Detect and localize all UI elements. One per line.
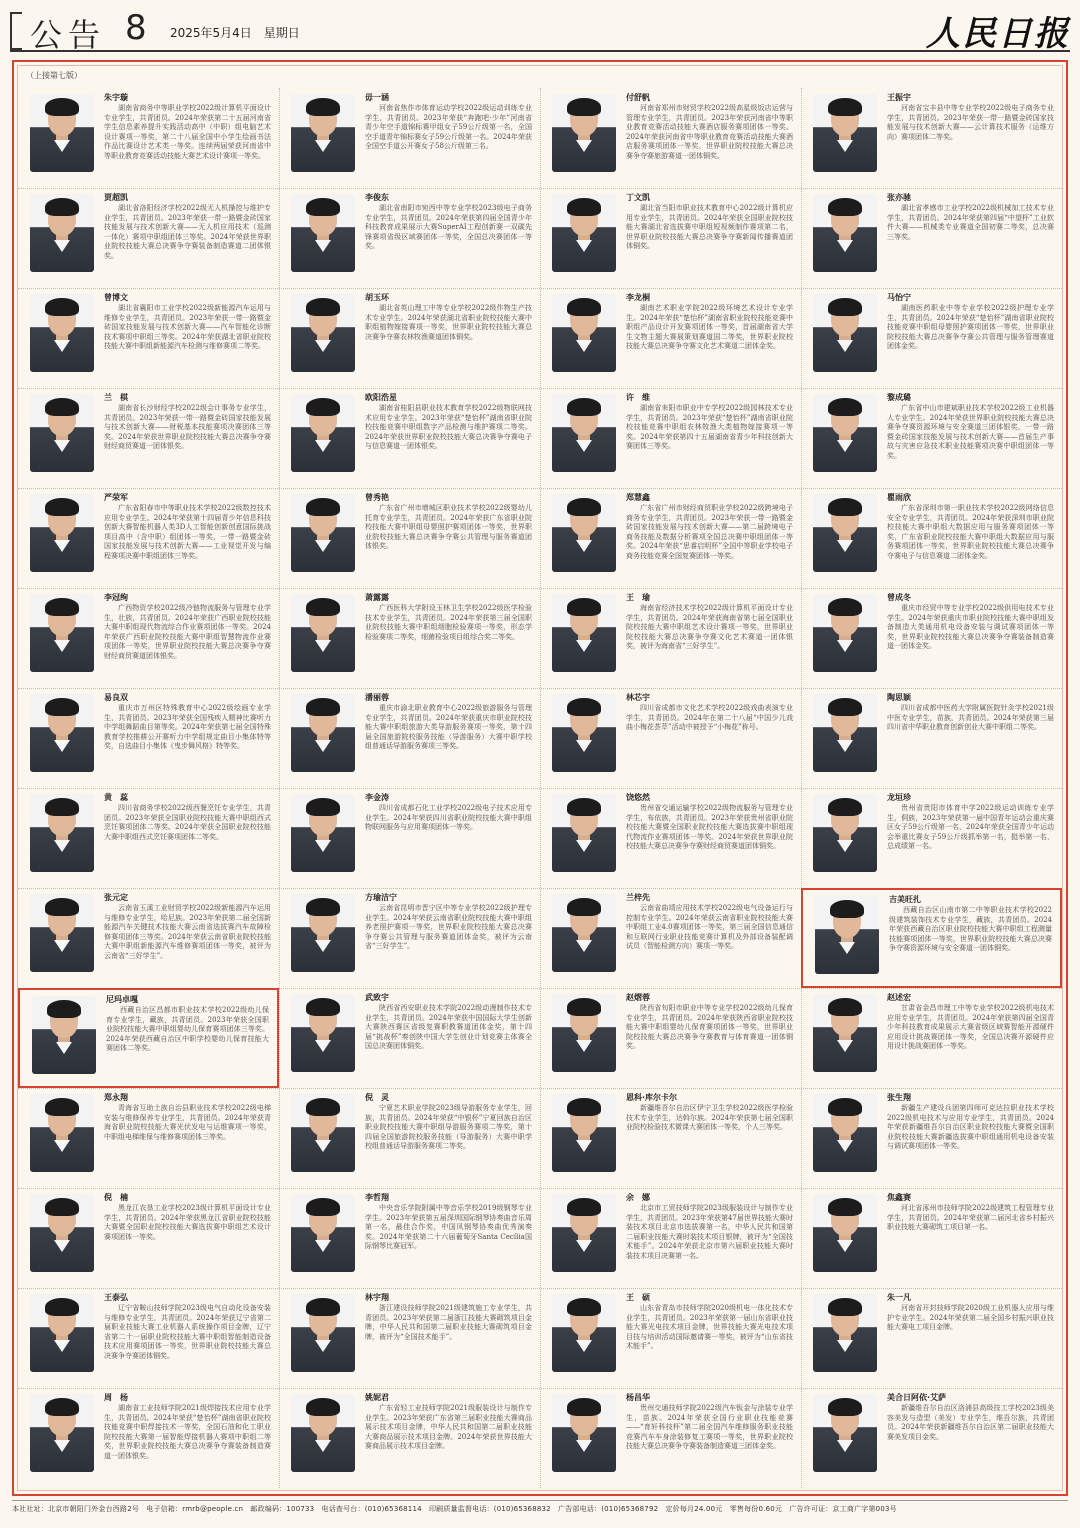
profile-card	[18, 1388, 279, 1488]
profile-card	[279, 1288, 540, 1388]
profile-bio: 河南省郑州市财贸学校2022级高星级饭店运营与管理专业学生，共青团员。2023年荣获河南省中等职业教育竞赛活动技能大赛酒店服务赛项团体一等奖。2024年荣获河南省中等职业教育竞赛活动技能大赛酒店服务赛项团体一等奖，世界职业院校技能大赛总决赛争夺赛旅游赛道一团体铜奖。	[626, 104, 793, 160]
profile-name: 曾秀艳	[365, 493, 389, 502]
profile-name: 潘丽蓉	[365, 693, 389, 702]
page-number: 8	[125, 8, 147, 48]
profile-bio: 海南省经济技术学校2022级计算机平面设计专业学生，共青团员。2024年荣获海南省第七届全国职业院校技能大赛中职组艺术设计赛项一等奖，世界职业院校技能大赛总决赛争夺赛文化艺术赛道一团体银奖，被评为海南省“三好学生”。	[626, 604, 793, 650]
profile-name: 王振宇	[887, 93, 911, 102]
portrait-photo	[813, 494, 877, 572]
portrait-photo	[552, 294, 616, 372]
portrait-photo	[291, 1394, 355, 1472]
profile-bio: 贵州省交通运输学校2022级物流服务与管理专业学生，布依族，共青团员。2023年荣获贵州省职业院校技能大赛暨全国职业院校技能大赛选拔赛中职组现代物流作业赛项团体一等奖。2024年荣获世界职业院校技能大赛总决赛争夺赛财经商贸赛道团体铜奖。	[626, 804, 793, 850]
profile-card	[801, 988, 1062, 1088]
profile-card	[540, 188, 801, 288]
profile-card	[18, 388, 279, 488]
profile-name: 毋一涵	[365, 93, 389, 102]
profile-grid	[18, 88, 1062, 1488]
portrait-photo	[813, 994, 877, 1072]
profile-card	[540, 688, 801, 788]
footer-imprint: 本社社址：北京市朝阳门外金台西路2号 电子信箱：rmrb@people.cn 邮政编码：100733 电话查号台：(010)65368114 印刷质量监督电话：(010)65368832 广告部电话：(010)65368792 定价每月24.00元 零售每份0.60元 广告许可证：京工商广字第003号	[12, 1505, 897, 1513]
profile-bio: 陕西省西安职业技术学院2022级动漫制作技术专业学生，共青团员。2024年荣获中国国际大学生创新大赛陕西赛区省级复赛职教赛道团体金奖，第十四届“挑战杯”奏创陕中国大学生创业计划竞赛主体赛全国总决赛团体铜奖。	[365, 1004, 532, 1050]
profile-bio: 云南省玉溪工业财贸学校2022级新能源汽车运用与维修专业学生，哈尼族。2023年荣获第二届全国新能源汽车关键技术技能大赛云南省选拔赛汽车故障检修赛项团体三等奖。2024年荣获云南省职业院校技能大赛中职组新能源汽车维修赛项团体一等奖，被评为云南省“三好学生”。	[104, 904, 271, 960]
profile-bio: 湖南省长沙财经学校2022级会计事务专业学生，共青团员。2023年荣获一带一路暨金砖国家技能发展与技术创新大赛——财税基本技能赛项决赛团体三等奖。2024年荣获世界职业院校技能大赛总决赛争夺赛财经商贸赛道一团体银奖。	[104, 404, 271, 450]
profile-bio: 广东省中山市建斌职业技术学校2022级工业机器人专业学生。2024年荣获世界职业院校技能大赛总决赛争夺赛资源环境与安全赛道三团体银奖，一带一路暨金砖国家技能发展与技术创新大赛——首届生产事故与灾害应急技术职业技能赛项决赛中职组团体一等奖。	[887, 404, 1054, 460]
profile-bio: 四川省商务学校2022级西餐烹饪专业学生，共青团员。2023年荣获全国职业院校技能大赛中职组西式烹饪赛项团体二等奖。2024年荣获全国职业院校技能大赛中职组西式烹饪赛项团体二等奖。	[104, 804, 271, 841]
profile-card	[279, 988, 540, 1088]
profile-card	[279, 188, 540, 288]
section-title: 公告	[30, 16, 107, 54]
profile-name: 丁文凯	[626, 193, 650, 202]
portrait-photo	[291, 394, 355, 472]
profile-name: 李龙桐	[626, 293, 650, 302]
profile-name: 李哲翔	[365, 1193, 389, 1202]
masthead	[10, 6, 1070, 52]
profile-card	[540, 388, 801, 488]
portrait-photo	[30, 1294, 94, 1372]
masthead-rule	[10, 50, 1070, 52]
profile-card	[540, 1088, 801, 1188]
portrait-photo	[30, 294, 94, 372]
profile-name: 武致宇	[365, 993, 389, 1002]
profile-bio: 青海省互助土族自治县职业技术学校2022级电梯安装与维修保养专业学生，共青团员。2024年荣获青海省职业院校技能大赛光伏发电与运维赛项一等奖，中职组电梯维保与维修赛项团体三等奖。	[104, 1104, 271, 1141]
profile-bio: 湖南省商务中等职业学校2022级计算机平面设计专业学生，共青团员。2024年荣获第二十五届河南省学生信息素养提升实践活动高中（中职）组电脑艺术设计赛项一等奖，第二十八届全国中小学生绘画书法作品比赛设计艺术类一等奖。连续两届荣获河南省中等职业教育竞赛活动技能大赛艺术设计赛项一等奖。	[104, 104, 271, 160]
profile-name: 兰 棋	[104, 393, 128, 402]
portrait-photo	[30, 794, 94, 872]
profile-bio: 甘肃省金昌市理工中等专业学校2022级机电技术应用专业学生，共青团员。2024年荣获第四届全国青少年科技教育成果展示大赛省级区域赛智能开源硬件应用设计挑战赛团体一等奖，全国总决赛开源硬件应用设计挑战赛团体一等奖。	[887, 1004, 1054, 1050]
profile-card	[18, 1088, 279, 1188]
profile-name: 胡玉环	[365, 293, 389, 302]
newspaper-logo: 人民日报	[926, 14, 1070, 54]
portrait-photo	[813, 594, 877, 672]
portrait-photo	[813, 194, 877, 272]
profile-card	[279, 688, 540, 788]
profile-name: 林芯宇	[626, 693, 650, 702]
portrait-photo	[30, 94, 94, 172]
profile-name: 美合日阿依·艾萨	[887, 1393, 947, 1402]
profile-card	[801, 1388, 1062, 1488]
profile-card	[18, 488, 279, 588]
profile-name: 黎成璐	[887, 393, 911, 402]
portrait-photo	[291, 494, 355, 572]
profile-bio: 辽宁省鞍山技师学院2023级电气自动化设备安装与维修专业学生，共青团员。2024年荣获辽宁省第二届职业技能大赛工业机器人系统操作项目金牌，辽宁省第二十一届职业院校技能大赛中职组智能制造设备技术应用赛项团体一等奖，世界职业院校技能大赛总决赛争夺赛团体铜奖。	[104, 1304, 271, 1360]
portrait-photo	[813, 94, 877, 172]
profile-bio: 河南省开封技师学院2020级工业机器人应用与维护专业学生。2024年荣获第二届全国乡村振兴职业技能大赛电工项目金牌。	[887, 1304, 1054, 1331]
profile-bio: 河南省宝丰县中等专业学校2022级电子商务专业学生，共青团员。2023年荣获一带一路暨金砖国家技能发展与技术创新大赛——云计算技术服务（运维方向）赛项团体二等奖。	[887, 104, 1054, 141]
profile-card	[801, 488, 1062, 588]
portrait-photo	[30, 194, 94, 272]
profile-card	[279, 588, 540, 688]
portrait-photo	[813, 1294, 877, 1372]
portrait-photo	[291, 894, 355, 972]
profile-name: 黄 蕊	[104, 793, 128, 802]
profile-card	[801, 88, 1062, 188]
profile-bio: 西藏自治区山南市第二中等职业技术学校2022级建筑装饰技术专业学生，藏族，共青团员。2024年荣获西藏自治区职业院校技能大赛中职组工程测量技能赛项团体一等奖，世界职业院校技能大赛总决赛争夺赛资源环境与安全赛道一团体铜奖。	[889, 906, 1052, 952]
profile-name: 王 硕	[626, 1293, 650, 1302]
portrait-photo	[30, 1194, 94, 1272]
portrait-photo	[552, 994, 616, 1072]
portrait-photo	[813, 394, 877, 472]
profile-name: 姚妮君	[365, 1393, 389, 1402]
profile-bio: 贵州省贵阳市体育中学2022级运动训练专业学生，侗族，2023年荣获第一届中国青年运动会重庆赛区女子59公斤级第一名，2024年荣获全国青少年运动会举重比赛女子59公斤级抓举第一名，挺举第一名，总成绩第一名。	[887, 804, 1054, 850]
profile-bio: 重庆市万州区特殊教育中心2022级绘画专业学生，共青团员。2023年荣获全国残疾人精神比赛听力中学组舞蹈曲目第等奖。2024年荣获第七届全国特殊教育学校推耕公开赛听力中学组规定曲目小集体特等奖，自选曲目小集体《曳步舞风格》特等奖。	[104, 704, 271, 750]
portrait-photo	[30, 394, 94, 472]
profile-bio: 湖南艺术职业学院2022级环境艺术设计专业学生。2024年荣获“楚怡杯”湖南省职业院校技能竞赛中职组产品设计开发赛项团体一等奖，首届湖南省大学生文物主题大赛展策划赛道国二等奖，世界职业院校技能大赛总决赛争夺赛文化艺术赛道二团体金奖。	[626, 304, 793, 350]
profile-name: 严荣军	[104, 493, 128, 502]
profile-name: 余 娜	[626, 1193, 650, 1202]
masthead-bracket	[10, 12, 22, 50]
portrait-photo	[552, 1294, 616, 1372]
profile-name: 吉美旺扎	[889, 895, 921, 904]
profile-name: 王泰弘	[104, 1293, 128, 1302]
portrait-photo	[552, 494, 616, 572]
profile-card	[279, 388, 540, 488]
profile-name: 焦鑫赛	[887, 1193, 911, 1202]
profile-bio: 广东省轻工业技师学院2021级服装设计与制作专业学生。2023年荣获广东省第三届职业技能大赛商品展示技术项目金牌，中华人民共和国第二届职业技能大赛商品展示技术项目金牌。2024年荣获世界技能大赛商品展示技术项目金牌。	[365, 1404, 532, 1450]
profile-card	[18, 788, 279, 888]
profile-name: 倪 楠	[104, 1193, 128, 1202]
profile-name: 尼玛卓嘎	[106, 995, 138, 1004]
profile-bio: 新疆维吾尔自治区伊宁卫生学校2022级医学检验技术专业学生，达斡尔族。2024年荣获第七届全国职业院校检验技术微课大赛团体一等奖，个人三等奖。	[626, 1104, 793, 1131]
profile-bio: 山东省青岛市技师学院2020级机电一体化技术专业学生，共青团员。2023年荣获第一届山东省职业技能大赛光电技术项目金牌，世界技能大赛光电技术项目技与培训活动国际邀请赛一等奖，被评为“山东省技术能手”。	[626, 1304, 793, 1350]
profile-name: 陶思颖	[887, 693, 911, 702]
profile-name: 贾超凯	[104, 193, 128, 202]
profile-card	[801, 188, 1062, 288]
profile-bio: 陕西省旬阳市职业中等专业学校2022级幼儿保育专业学生，共青团员。2024年荣获陕西省职业院校技能大赛中职组婴幼儿保育赛项团体一等奖，世界职业院校技能大赛总决赛争夺赛教育与体育赛道一团体铜奖。	[626, 1004, 793, 1050]
profile-name: 恩科·库尔卡尔	[626, 1093, 678, 1102]
profile-name: 龙垣珍	[887, 793, 911, 802]
profile-bio: 河南省焦作市体育运动学校2022级运动训练专业学生，共青团员。2023年荣获“奔跑吧·少年”河南省青少年空手道锦标赛甲组女子59公斤级第一名，全国空手道青年锦标赛女子59公斤级第一名。2024年荣获全国空手道公开赛女子58公斤级第三名。	[365, 104, 532, 150]
profile-card	[279, 788, 540, 888]
profile-name: 林宇翔	[365, 1293, 389, 1302]
profile-card	[801, 688, 1062, 788]
profile-card	[18, 1188, 279, 1288]
profile-card	[801, 788, 1062, 888]
portrait-photo	[291, 194, 355, 272]
profile-bio: 云南省曲靖应用技术学校2022级电气设备运行与控制专业学生。2024年荣获云南省职业院校技能大赛中职组工业4.0赛项团体一等奖，第三届全国信息通信和互联网行业职业技能竞赛计算机及外部设备装配调试员（智能检测方向）赛项一等奖。	[626, 904, 793, 950]
footer-rule	[12, 1500, 1068, 1501]
profile-bio: 贵州交通技师学院2022级汽车钣金与涂装专业学生，苗族。2024年荣获全国行业职业技能竞赛——“育轩科技杯”第二届全国汽车维修服务职业技能竞赛汽车车身涂装修复工赛项一等奖，世界职业院校技能大赛总决赛争夺赛装备制造赛道三团体金奖。	[626, 1404, 793, 1450]
profile-name: 郑慧鑫	[626, 493, 650, 502]
profile-bio: 湖北省南阳市宛西中等专业学校2023级电子商务专业学生，共青团员。2024年荣获第四届全国青少年科技教育成果展示大赛SuperAI工程创新赛一双碳先锋赛项省级区域赛团体一等奖，全国总决赛团体一等奖。	[365, 204, 532, 250]
profile-card	[801, 388, 1062, 488]
profile-name: 萧露露	[365, 593, 389, 602]
profile-card	[279, 288, 540, 388]
profile-card	[540, 1188, 801, 1288]
profile-name: 欧阳浩星	[365, 393, 397, 402]
portrait-photo	[552, 694, 616, 772]
profile-name: 赵熠蓉	[626, 993, 650, 1002]
profile-name: 王 瑜	[626, 593, 650, 602]
profile-card	[18, 988, 279, 1088]
portrait-photo	[552, 1394, 616, 1472]
profile-card	[540, 1288, 801, 1388]
profile-bio: 湖北省洛阳经济学校2022级无人机操控与维护专业学生，共青团员。2023年荣获一带一路暨金砖国家技能发展与技术创新大赛——无人机应用技术（巡测一体化）赛项中职组团体三等奖。2024年荣获世界职业院校技能大赛总决赛争夺赛装备制造赛道二团体银奖。	[104, 204, 271, 260]
profile-bio: 湖南省耒阳市职业中专学校2022级园林技术专业学生，共青团员。2023年荣获“楚怡杯”湖南省职业院校技能竞赛中职组农林牧渔大类植物嫁接赛项一等奖。2024年荣获第四十五届湖南省青少年科技创新大赛团体三等奖。	[626, 404, 793, 450]
profile-card	[18, 688, 279, 788]
profile-bio: 北京市工贸技师学院2023级服装设计与制作专业学生，共青团员。2023年荣获第47届世界技能大赛时装技术项目北京市选拔赛第一名，中华人民共和国第二届职业技能大赛时装技术项目银牌，被评为“全国技术能手”。2024年荣获北京市第六届职业技能大赛时装技术项目决赛第一名。	[626, 1204, 793, 1260]
profile-card	[540, 888, 801, 988]
continued-label: （上接第七版）	[26, 71, 82, 80]
portrait-photo	[552, 594, 616, 672]
profile-name: 李冠绚	[104, 593, 128, 602]
portrait-photo	[291, 94, 355, 172]
profile-bio: 广东省广州市增城区职业技术学校2022级婴幼儿托育专业学生，共青团员。2024年荣获广东省职业院校技能大赛中职组母婴照护赛项团体一等奖，世界职业院校技能大赛总决赛争夺赛公共管理与服务赛道团体银奖。	[365, 504, 532, 550]
profile-card	[18, 188, 279, 288]
portrait-photo	[30, 694, 94, 772]
profile-name: 易良双	[104, 693, 128, 702]
profile-bio: 湖北省襄阳市工业学校2022级新能源汽车运用与维修专业学生，共青团员。2023年荣获一带一路暨金砖国家技能发展与技术创新大赛——汽车智能化诊断技术赛项中职组三等奖。2024年荣获湖北省职业院校技能大赛中职组新能源汽车检测与维修赛项二等奖。	[104, 304, 271, 350]
profile-name: 付舒帆	[626, 93, 650, 102]
profile-name: 方瑜洁宁	[365, 893, 397, 902]
portrait-photo	[813, 1094, 877, 1172]
portrait-photo	[291, 1294, 355, 1372]
profile-bio: 四川省成都中医药大学附属医院针灸学校2021级中医专业学生，苗族，共青团员。2024年荣获第三届四川省中华职业教育创新创业大赛中职组二等奖。	[887, 704, 1054, 731]
profile-bio: 西藏自治区昌都市职业技术学校2022级幼儿保育专业学生，藏族，共青团员。2023年荣获全国职业院校技能大赛中职组婴幼儿保育赛项团体三等奖。2024年荣获西藏自治区中职学校婴幼儿保育技能大赛团体二等奖。	[106, 1006, 269, 1052]
portrait-photo	[291, 994, 355, 1072]
profile-bio: 新疆维吾尔自治区洛浦县高级技工学校2023级美容美发与造型（美发）专业学生，维吾尔族，共青团员。2024年荣获新疆维吾尔自治区第二届职业技能大赛美发项目金奖。	[887, 1404, 1054, 1441]
profile-name: 曾博文	[104, 293, 128, 302]
profile-name: 朱一凡	[887, 1293, 911, 1302]
profile-card	[18, 88, 279, 188]
profile-bio: 湖北省英山理工中等专业学校2022级作物生产技术专业学生。2024年荣获湖北省职业院校技能大赛中职组植物嫁接赛项一等奖，世界职业院校技能大赛总决赛争夺赛农林牧渔赛道团体铜奖。	[365, 304, 532, 341]
profile-bio: 湖北省孝感市工业学校2022级机械加工技术专业学生，共青团员。2024年荣获第四届“中望杯”工业软件大赛——机械类专业赛道全国初赛二等奖，总决赛三等奖。	[887, 204, 1054, 241]
portrait-photo	[32, 996, 96, 1074]
portrait-photo	[813, 294, 877, 372]
profile-bio: 四川省成都石化工业学校2022级电子技术应用专业学生。2024年荣获四川省职业院校技能大赛中职组物联网服务与应用赛项团体一等奖。	[365, 804, 532, 831]
profile-bio: 广西医科大学附设玉林卫生学校2022级医学检验技术专业学生，共青团员。2024年荣获第三届全国职业院校技能大赛中职组细胞检验赛项一等奖，形态学检验赛项二等奖，细菌检验项目组综合奖二等奖。	[365, 604, 532, 641]
profile-bio: 河北省涿州市技师学院2022级建筑工程管理专业学生，共青团员。2024年荣获第二届河北省乡村振兴职业技能大赛砌筑工项目第一名。	[887, 1204, 1054, 1231]
profile-card	[801, 588, 1062, 688]
profile-bio: 广东省阳春市中等职业技术学校2022级数控技术应用专业学生。2024年荣获第十四届青少年信息科技创新大赛智能机器人类3D人工智能创新创意国际挑战项目高中（含中职）组团体一等奖，一带一路暨金砖国家技能发展与技术创新大赛——工业视觉开发与编程赛项决赛中职组团体三等奖。	[104, 504, 271, 560]
profile-card	[18, 588, 279, 688]
profile-name: 李金涛	[365, 793, 389, 802]
portrait-photo	[552, 1094, 616, 1172]
profile-card	[279, 1388, 540, 1488]
portrait-photo	[813, 794, 877, 872]
portrait-photo	[552, 94, 616, 172]
portrait-photo	[552, 794, 616, 872]
profile-name: 张亦驰	[887, 193, 911, 202]
profile-card	[279, 88, 540, 188]
profile-bio: 广西物资学校2022级冷链物流服务与管理专业学生，壮族，共青团员。2024年荣获广西职业院校技能大赛中职组现代物流综合作业赛项团体一等奖。2024年荣获广西职业院校技能大赛中职组智慧物流作业赛项团体一等奖，世界职业院校技能大赛总决赛争夺赛财经商贸赛道团体银奖。	[104, 604, 271, 660]
profile-bio: 湖南省工业技师学院2021级焊接技术应用专业学生，共青团员。2024年荣获“楚怡杯”湖南省职业院校技能竞赛中职焊接技术一等奖，全国石油和化工职业院校技能大赛第一届智能焊接机器人赛项中职组二等奖，世界职业院校技能大赛总决赛争夺赛装备制造赛道一团体银奖。	[104, 1404, 271, 1460]
profile-card	[279, 1088, 540, 1188]
profile-bio: 湖北省当阳市职业技术教育中心2022级计算机应用专业学生，共青团员。2024年荣获全国职业院校技能大赛湖北省选拔赛中职组短视频制作赛项第二名，世界职业院校技能大赛总决赛争夺赛新闻传播赛道团体铜奖。	[626, 204, 793, 250]
profile-card	[540, 588, 801, 688]
profile-bio: 四川省成都市文化艺术学校2022级戏曲表演专业学生，共青团员。2024年在第二十八届“中国少儿戏曲小梅花荟萃”活动中被授予“小梅花”称号。	[626, 704, 793, 731]
portrait-photo	[813, 694, 877, 772]
portrait-photo	[552, 894, 616, 972]
profile-bio: 新疆生产建设兵团第四师可克达拉职业技术学校2022级机电技术与应用专业学生，共青团员。2024年荣获新疆维吾尔自治区职业院校技能大赛暨全国职业院校技能大赛新疆选拔赛中职组通用机电设备安装与调试赛项团体一等奖。	[887, 1104, 1054, 1150]
profile-name: 许 维	[626, 393, 650, 402]
profile-name: 瞿雨欣	[887, 493, 911, 502]
profile-name: 朱宇璇	[104, 93, 128, 102]
profile-name: 周 杨	[104, 1393, 128, 1402]
profile-card	[279, 888, 540, 988]
profile-name: 张元定	[104, 893, 128, 902]
portrait-photo	[552, 194, 616, 272]
profile-name: 杨昌华	[626, 1393, 650, 1402]
profile-bio: 湖南省桂阳县职业技术教育学校2022级物联网技术应用专业学生。2023年荣获“楚怡杯”湖南省职业院校技能竞赛中职组数字产品检测与维护赛项二等奖。2024年荣获世界职业院校技能大赛总决赛争夺赛电子与信息赛道一团体银奖。	[365, 404, 532, 450]
profile-bio: 湖南医药职业中等专业学校2022级护理专业学生，共青团员。2024年荣获“楚怡杯”湖南省职业院校技能竞赛中职组母婴照护赛项团体一等奖，世界职业院校技能大赛总决赛争夺赛公共管理与服务管理赛道团体金奖。	[887, 304, 1054, 350]
profile-card	[801, 1288, 1062, 1388]
profile-card	[801, 1088, 1062, 1188]
portrait-photo	[815, 896, 879, 974]
portrait-photo	[552, 394, 616, 472]
portrait-photo	[291, 294, 355, 372]
profile-name: 郑永翔	[104, 1093, 128, 1102]
profile-bio: 广东省深圳市第一职业技术学校2022级网络信息安全专业学生，共青团员。2024年荣获深圳市职业院校技能大赛中职组大数据应用与服务赛项团体一等奖，广东省职业院校技能大赛中职组大数据应用与服务赛项团体一等奖，世界职业院校技能大赛总决赛争夺赛电子与信息赛道二团体金奖。	[887, 504, 1054, 560]
issue-date: 2025年5月4日 星期日	[170, 26, 300, 40]
profile-bio: 云南省昆明市晋宁区中等专业学校2022级护理专业学生。2024年荣获云南省职业院校技能大赛中职组养老照护赛项一等奖，世界职业院校技能大赛总决赛争夺赛公共管理与服务赛道团体金奖，被评为云南省“三好学生”。	[365, 904, 532, 950]
profile-name: 饶悠然	[626, 793, 650, 802]
profile-bio: 浙江建设技师学院2021级建筑施工专业学生，共青团员。2023年荣获第二届浙江技能大赛砌筑项目金牌，中华人民共和国第二届职业技能大赛砌筑项目金牌，被评为“全国技术能手”。	[365, 1304, 532, 1341]
profile-card	[801, 888, 1062, 988]
profile-name: 张生翔	[887, 1093, 911, 1102]
profile-name: 兰梓先	[626, 893, 650, 902]
portrait-photo	[813, 1394, 877, 1472]
profile-bio: 广东省广州市财经商贸职业学校2022级跨境电子商务专业学生，共青团员。2023年荣获一带一路暨金砖国家技能发展与技术创新大赛——第二届跨境电子商务技能及数据分析赛项全国总决赛中职组团体一等奖。2024年荣获“思睿启明杯”全国中等职业学校电子商务技能竞赛全国复赛团体一等奖。	[626, 504, 793, 560]
profile-name: 曾成冬	[887, 593, 911, 602]
profile-card	[540, 988, 801, 1088]
portrait-photo	[291, 1194, 355, 1272]
profile-card	[18, 888, 279, 988]
portrait-photo	[552, 1194, 616, 1272]
profile-name: 倪 灵	[365, 1093, 389, 1102]
profile-bio: 宁夏艺术职业学院2023级导游服务专业学生，回族，共青团员。2024年荣获“中银杯”宁夏回族自治区职业院校技能大赛中职组导游服务赛项二等奖，第十四届全国旅游院校服务技能（导游服务）大赛中职学校组普通话导游服务赛项二等奖。	[365, 1104, 532, 1150]
portrait-photo	[30, 594, 94, 672]
profile-name: 赵述宏	[887, 993, 911, 1002]
profile-card	[801, 288, 1062, 388]
portrait-photo	[30, 1094, 94, 1172]
profile-bio: 黑龙江农垦工业学校2023级计算机平面设计专业学生，共青团员。2024年荣获黑龙江省职业院校技能大赛暨全国职业院校技能大赛选拔赛中职组艺术设计赛项团体一等奖。	[104, 1204, 271, 1241]
portrait-photo	[30, 1394, 94, 1472]
profile-card	[540, 488, 801, 588]
profile-bio: 中央音乐学院附属中等音乐学校2019级钢琴专业学生。2023年荣获第五届深圳国际钢琴协奏曲音乐周第一名，最佳合作奖，中国风钢琴协奏曲优秀演奏奖。2024年荣获第二十六届葡萄牙Santa Cecília国际钢琴比赛冠军。	[365, 1204, 532, 1250]
profile-name: 马怡宁	[887, 293, 911, 302]
portrait-photo	[291, 1094, 355, 1172]
portrait-photo	[291, 794, 355, 872]
profile-name: 李俊东	[365, 193, 389, 202]
portrait-photo	[291, 594, 355, 672]
profile-bio: 重庆市渝北职业教育中心2022级旅游服务与管理专业学生，共青团员。2024年荣获重庆市职业院校技能大赛中职组旅游大类导游服务赛项一等奖，第十四届全国旅游院校服务技能（导游服务）大赛中职学校组普通话导游服务赛项三等奖。	[365, 704, 532, 750]
profile-card	[801, 1188, 1062, 1288]
portrait-photo	[30, 494, 94, 572]
profile-bio: 重庆市经贸中等专业学校2022级供用电技术专业学生。2024年荣获重庆市职业院校技能大赛中职组发备制造大类通用机电设备安装与调试赛项团体一等奖，世界职业院校技能大赛总决赛争夺赛装备制造赛道一团体金奖。	[887, 604, 1054, 650]
profile-card	[540, 788, 801, 888]
profile-card	[279, 1188, 540, 1288]
profile-card	[540, 88, 801, 188]
portrait-photo	[30, 894, 94, 972]
profile-card	[279, 488, 540, 588]
profile-card	[540, 1388, 801, 1488]
profile-card	[18, 288, 279, 388]
profile-card	[540, 288, 801, 388]
portrait-photo	[291, 694, 355, 772]
profile-card	[18, 1288, 279, 1388]
portrait-photo	[813, 1194, 877, 1272]
